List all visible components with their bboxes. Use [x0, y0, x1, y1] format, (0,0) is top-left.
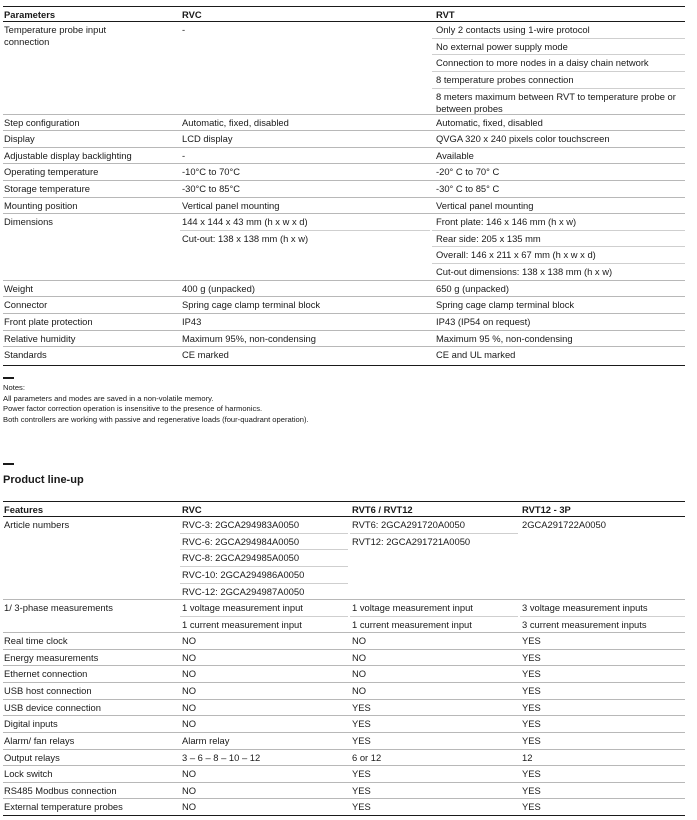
row-divider [350, 533, 518, 534]
feature-rvc-value: RVC-12: 2GCA294987A0050 [182, 585, 305, 597]
param-rvt-value: CE and UL marked [436, 349, 516, 360]
param-rvt-value: Automatic, fixed, disabled [436, 117, 543, 128]
param-label: Front plate protection [4, 316, 93, 327]
param-rvc-value: -30°C to 85°C [182, 183, 241, 194]
param-rvt-value: Available [436, 150, 474, 161]
param-rvt-value: Overall: 146 x 211 x 67 mm (h x w x d) [436, 249, 596, 261]
row-divider [520, 616, 685, 617]
row-divider [180, 566, 348, 567]
feature-rvt3p-value: YES [522, 801, 541, 812]
feature-rvt3p-value: YES [522, 685, 541, 696]
param-label: Step configuration [4, 117, 80, 128]
feature-rvc-value: NO [182, 801, 197, 812]
feature-rvc-value: NO [182, 702, 197, 713]
param-rvc-value: Spring cage clamp terminal block [182, 299, 321, 310]
feature-rvc-value: 3 – 6 – 8 – 10 – 12 [182, 752, 261, 763]
lineup-header-features: Features [4, 504, 44, 515]
param-rvc-value: 400 g (unpacked) [182, 283, 255, 294]
param-label: Mounting position [4, 200, 78, 211]
row-divider [180, 549, 348, 550]
feature-rvc-value: RVC-6: 2GCA294984A0050 [182, 535, 300, 547]
row-divider [3, 732, 685, 733]
feature-rvt-value: RVT12: 2GCA291721A0050 [352, 535, 471, 547]
param-rvt-value: QVGA 320 x 240 pixels color touchscreen [436, 133, 610, 144]
feature-label: Output relays [4, 752, 60, 763]
lineup-header-rule [3, 516, 685, 517]
param-label: Display [4, 133, 35, 144]
feature-label: Lock switch [4, 768, 53, 779]
feature-label: 1/ 3-phase measurements [4, 602, 113, 613]
feature-rvt3p-value: 3 current measurement inputs [522, 618, 647, 630]
row-divider [3, 197, 685, 198]
param-label: Operating temperature [4, 166, 99, 177]
feature-rvt-value: YES [352, 702, 371, 713]
feature-label: USB host connection [4, 685, 92, 696]
param-rvt-value: Maximum 95 %, non-condensing [436, 333, 573, 344]
param-rvt-value: Rear side: 205 x 135 mm [436, 232, 541, 244]
feature-rvc-value: 1 voltage measurement input [182, 602, 303, 613]
feature-rvt3p-value: YES [522, 702, 541, 713]
row-divider [432, 38, 685, 39]
feature-rvt3p-value: YES [522, 785, 541, 796]
feature-rvc-value: 1 current measurement input [182, 618, 302, 630]
row-divider [3, 749, 685, 750]
feature-label: USB device connection [4, 702, 101, 713]
row-divider [432, 263, 685, 264]
row-divider [3, 765, 685, 766]
row-divider [3, 599, 685, 600]
feature-rvt3p-value: YES [522, 735, 541, 746]
row-divider [3, 798, 685, 799]
feature-rvt-value: YES [352, 785, 371, 796]
feature-rvc-value: NO [182, 635, 197, 646]
params-header-rule [3, 21, 685, 22]
row-divider [3, 699, 685, 700]
feature-label: Digital inputs [4, 718, 58, 729]
feature-rvc-value: NO [182, 718, 197, 729]
param-rvc-value: IP43 [182, 316, 202, 327]
feature-label: RS485 Modbus connection [4, 785, 117, 796]
feature-rvt3p-value: 3 voltage measurement inputs [522, 602, 648, 613]
feature-rvt3p-value: YES [522, 718, 541, 729]
feature-rvt-value: 1 current measurement input [352, 618, 472, 630]
feature-label: External temperature probes [4, 801, 123, 812]
feature-rvt-value: NO [352, 668, 367, 679]
params-header-rvc: RVC [182, 9, 202, 20]
feature-rvt-value: YES [352, 801, 371, 812]
row-divider [3, 114, 685, 115]
row-divider [3, 715, 685, 716]
feature-rvt-value: NO [352, 635, 367, 646]
feature-rvt-value: NO [352, 652, 367, 663]
param-rvc-value: -10°C to 70°C [182, 166, 241, 177]
param-label: Connector [4, 299, 48, 310]
lineup-bottom-rule [3, 815, 685, 816]
row-divider [3, 649, 685, 650]
param-rvt-value: Front plate: 146 x 146 mm (h x w) [436, 216, 577, 227]
feature-rvc-value: NO [182, 785, 197, 796]
row-divider [3, 147, 685, 148]
param-rvt-value: -20° C to 70° C [436, 166, 500, 177]
param-rvc-value: LCD display [182, 133, 233, 144]
param-rvc-value: Maximum 95%, non-condensing [182, 333, 316, 344]
param-rvc-value: 144 x 144 x 43 mm (h x w x d) [182, 216, 308, 227]
param-rvc-value: Cut-out: 138 x 138 mm (h x w) [182, 232, 309, 244]
param-label: Adjustable display backlighting [4, 150, 132, 161]
lineup-header-rvt12-3p: RVT12 - 3P [522, 504, 571, 515]
param-rvt-value: IP43 (IP54 on request) [436, 316, 531, 327]
params-bottom-rule [3, 365, 685, 366]
notes-line: Power factor correction operation is insensitive to the presence of harmonics. [3, 404, 263, 413]
feature-label: Article numbers [4, 519, 70, 530]
feature-rvt3p-value: YES [522, 652, 541, 663]
param-rvt-value: Cut-out dimensions: 138 x 138 mm (h x w) [436, 266, 613, 278]
notes-title: Notes: [3, 383, 25, 392]
param-rvc-value: - [182, 150, 186, 161]
row-divider [432, 230, 685, 231]
row-divider [350, 616, 518, 617]
param-label: Weight [4, 283, 34, 294]
feature-rvc-value: RVC-10: 2GCA294986A0050 [182, 569, 305, 581]
row-divider [3, 782, 685, 783]
feature-rvt3p-value: 2GCA291722A0050 [522, 519, 606, 530]
feature-rvc-value: NO [182, 768, 197, 779]
param-rvt-value: 8 meters maximum between RVT to temperature probe or between probes [436, 90, 676, 114]
param-rvt-value: 650 g (unpacked) [436, 283, 509, 294]
lineup-top-rule [3, 501, 685, 502]
row-divider [3, 682, 685, 683]
notes-line: Both controllers are working with passive and regenerative loads (four-quadrant operation). [3, 415, 309, 424]
feature-rvt-value: 6 or 12 [352, 752, 382, 763]
feature-rvc-value: NO [182, 685, 197, 696]
param-rvt-value: Vertical panel mounting [436, 200, 534, 211]
lineup-dash [3, 463, 14, 465]
feature-label: Ethernet connection [4, 668, 88, 679]
lineup-header-rvt6-rvt12: RVT6 / RVT12 [352, 504, 413, 515]
row-divider [180, 616, 348, 617]
row-divider [180, 583, 348, 584]
row-divider [3, 665, 685, 666]
param-rvc-value: - [182, 24, 186, 35]
param-label: Dimensions [4, 216, 53, 227]
params-header-parameters: Parameters [4, 9, 56, 20]
row-divider [3, 280, 685, 281]
feature-label: Energy measurements [4, 652, 99, 663]
feature-rvt3p-value: 12 [522, 752, 533, 763]
param-label: Temperature probe input connection [4, 24, 107, 47]
feature-rvt-value: YES [352, 735, 371, 746]
param-rvt-value: Connection to more nodes in a daisy chain network [436, 57, 649, 69]
row-divider [3, 180, 685, 181]
row-divider [432, 71, 685, 72]
param-rvc-value: CE marked [182, 349, 229, 360]
param-label: Storage temperature [4, 183, 90, 194]
feature-rvt-value: NO [352, 685, 367, 696]
param-rvt-value: No external power supply mode [436, 40, 568, 52]
params-header-rvt: RVT [436, 9, 455, 20]
row-divider [3, 346, 685, 347]
feature-label: Real time clock [4, 635, 68, 646]
feature-rvt-value: YES [352, 768, 371, 779]
row-divider [3, 313, 685, 314]
feature-rvc-value: NO [182, 668, 197, 679]
lineup-title: Product line-up [3, 474, 84, 486]
feature-rvt3p-value: YES [522, 635, 541, 646]
feature-rvt-value: 1 voltage measurement input [352, 602, 473, 613]
notes-dash [3, 377, 14, 379]
feature-rvt-value: YES [352, 718, 371, 729]
feature-rvc-value: NO [182, 652, 197, 663]
notes-line: All parameters and modes are saved in a non-volatile memory. [3, 394, 214, 403]
row-divider [432, 246, 685, 247]
lineup-header-rvc: RVC [182, 504, 202, 515]
param-rvt-value: 8 temperature probes connection [436, 74, 574, 86]
row-divider [180, 230, 430, 231]
feature-rvc-value: RVC-3: 2GCA294983A0050 [182, 519, 300, 530]
feature-rvt3p-value: YES [522, 768, 541, 779]
row-divider [180, 533, 348, 534]
param-rvt-value: Spring cage clamp terminal block [436, 299, 575, 310]
feature-rvt3p-value: YES [522, 668, 541, 679]
row-divider [3, 213, 685, 214]
params-top-rule [3, 6, 685, 7]
param-label: Standards [4, 349, 47, 360]
param-rvc-value: Automatic, fixed, disabled [182, 117, 289, 128]
row-divider [432, 54, 685, 55]
row-divider [3, 296, 685, 297]
feature-rvc-value: RVC-8: 2GCA294985A0050 [182, 552, 300, 564]
row-divider [432, 88, 685, 89]
row-divider [3, 330, 685, 331]
feature-rvt-value: RVT6: 2GCA291720A0050 [352, 519, 465, 530]
param-rvt-value: Only 2 contacts using 1-wire protocol [436, 24, 590, 35]
param-label: Relative humidity [4, 333, 76, 344]
param-rvc-value: Vertical panel mounting [182, 200, 280, 211]
row-divider [3, 632, 685, 633]
param-rvt-value: -30° C to 85° C [436, 183, 500, 194]
feature-rvc-value: Alarm relay [182, 735, 230, 746]
row-divider [3, 163, 685, 164]
feature-label: Alarm/ fan relays [4, 735, 75, 746]
row-divider [3, 130, 685, 131]
